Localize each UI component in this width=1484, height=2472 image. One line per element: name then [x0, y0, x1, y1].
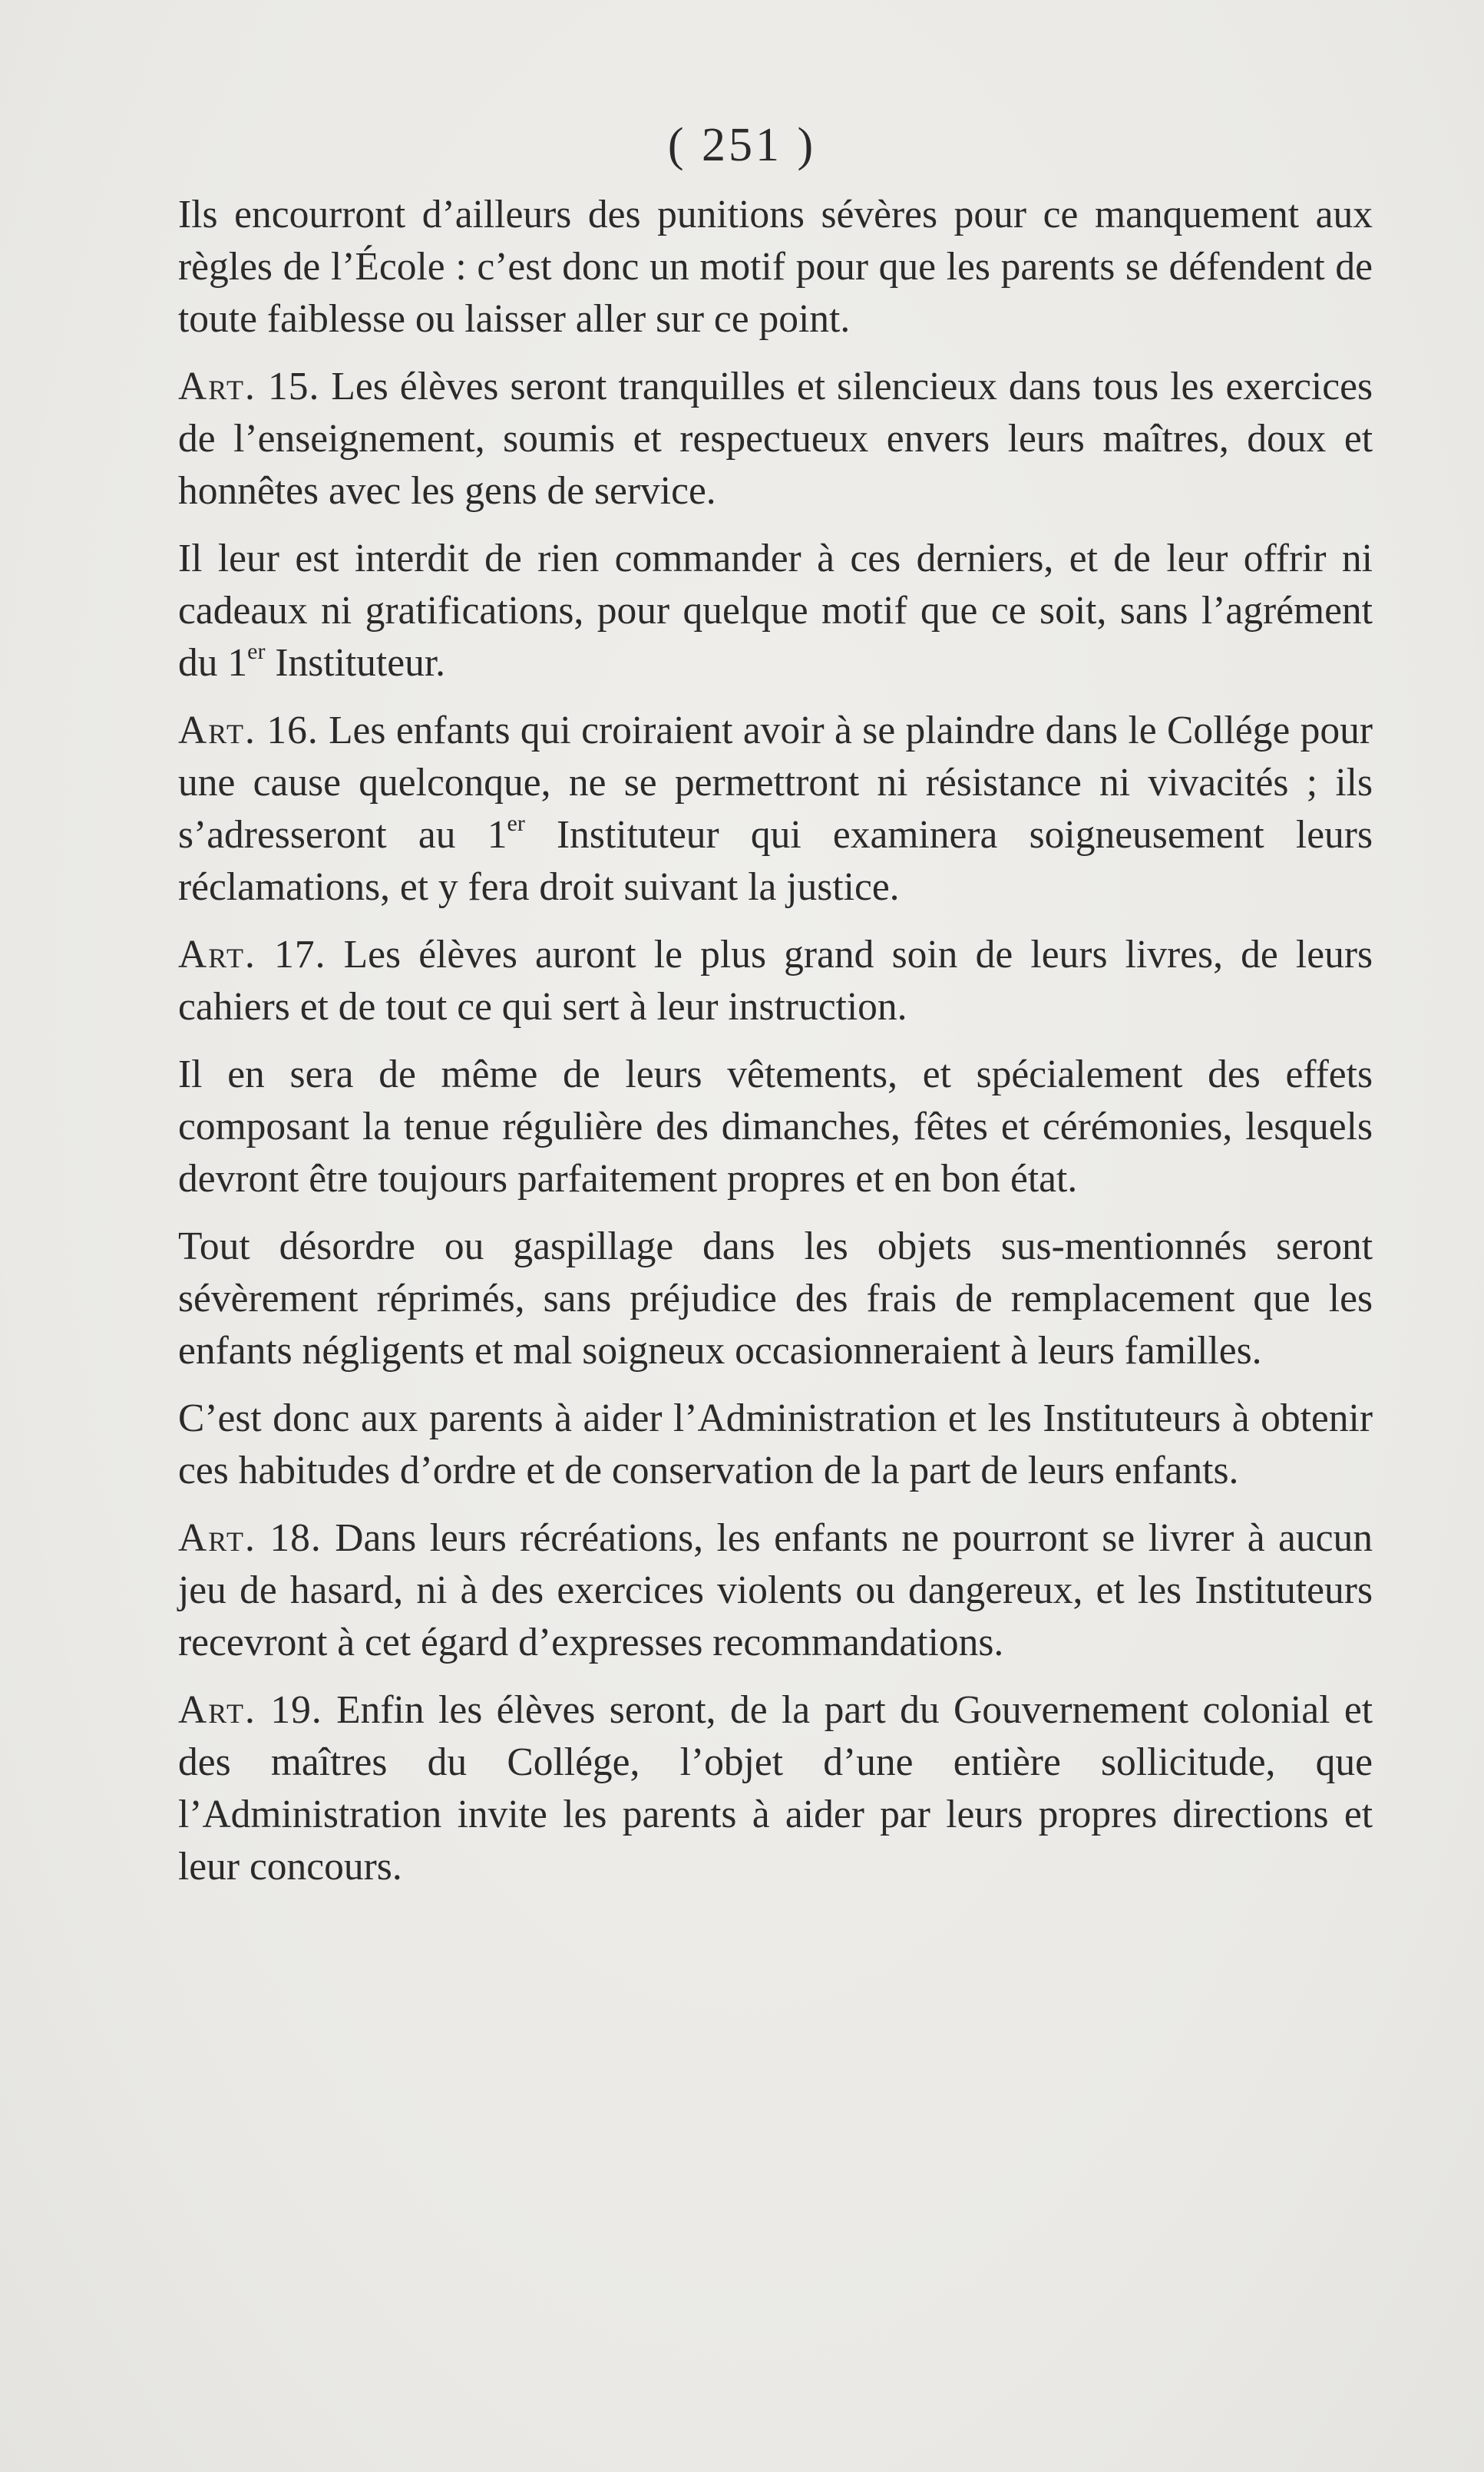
paragraph-text: Les élèves auront le plus grand soin de leurs livres, de leurs cahiers et de tout ce qui sert à leur instruction.: [178, 933, 1373, 1029]
article-label: Art.: [178, 933, 256, 977]
paragraph-text: Enfin les élèves seront, de la part du Gouvernement colonial et des maîtres du Collége, l’objet d’une entière sollicitude, que l’Administration invite les parents à aider par leurs propres directions et leur concours.: [178, 1688, 1373, 1889]
superscript: er: [507, 811, 525, 836]
paragraph-text: Les élèves seront tranquilles et silencieux dans tous les exercices de l’enseignement, soumis et respectueux envers leurs maîtres, doux et honnêtes avec les gens de service.: [178, 365, 1373, 513]
paragraph-text: Dans leurs récréations, les enfants ne pourront se livrer à aucun jeu de hasard, ni à des exercices violents ou dangereux, et les Instituteurs recevront à cet égard d’expresses recommandations.: [178, 1516, 1373, 1664]
paragraph-text: C’est donc aux parents à aider l’Administration et les Instituteurs à obtenir ces habitudes d’ordre et de conservation de la part de leurs enfants.: [178, 1396, 1373, 1492]
paragraph-text: Tout désordre ou gaspillage dans les objets sus-mentionnés seront sévèrement réprimés, sans préjudice des frais de remplacement que les enfants négligents et mal soigneux occasionneraient à leurs familles.: [178, 1224, 1373, 1373]
article-15: [178, 361, 1373, 517]
article-number: 17.: [274, 933, 326, 977]
paragraph-text-end: Instituteur.: [265, 641, 446, 685]
body-text: [178, 189, 1373, 1909]
article-17: [178, 929, 1373, 1033]
article-18: [178, 1512, 1373, 1669]
page-number: ( 251 ): [667, 119, 817, 171]
superscript: er: [247, 639, 266, 664]
article-19: [178, 1684, 1373, 1893]
paragraph-vetements: [178, 1049, 1373, 1205]
paragraph-parents: [178, 1393, 1373, 1497]
article-number: 18.: [269, 1516, 322, 1560]
article-label: Art.: [178, 1688, 256, 1732]
article-number: 15.: [267, 365, 320, 408]
article-label: Art.: [178, 709, 256, 752]
article-label: Art.: [178, 1516, 256, 1560]
article-number: 16.: [266, 709, 319, 752]
paragraph-interdiction: [178, 533, 1373, 689]
paragraph-text: Ils encourront d’ailleurs des punitions sévères pour ce manquement aux règles de l’École : c’est donc un motif pour que les parents se défendent de toute faiblesse ou laisser aller sur ce point.: [178, 193, 1373, 341]
article-number: 19.: [270, 1688, 322, 1732]
paragraph-desordre: [178, 1221, 1373, 1377]
article-label: Art.: [178, 365, 256, 408]
article-16: [178, 705, 1373, 914]
paragraph-text: Il leur est interdit de rien commander à ces derniers, et de leur offrir ni cadeaux ni gratifications, pour quelque motif que ce soit, sans l’agrément du 1: [178, 537, 1373, 685]
paragraph-text: Il en sera de même de leurs vêtements, et spécialement des effets composant la tenue régulière des dimanches, fêtes et cérémonies, lesquels devront être toujours parfaitement propres et en bon état.: [178, 1053, 1373, 1201]
paragraph-text: Les enfants qui croiraient avoir à se plaindre dans le Collége pour une cause quelconque, ne se permettront ni résistance ni vivacités ; ils s’adresseront au 1: [178, 709, 1373, 857]
paragraph-continuation: [178, 189, 1373, 345]
paragraph-text-end: Instituteur qui examinera soigneusement leurs réclamations, et y fera droit suivant la justice.: [178, 813, 1373, 909]
